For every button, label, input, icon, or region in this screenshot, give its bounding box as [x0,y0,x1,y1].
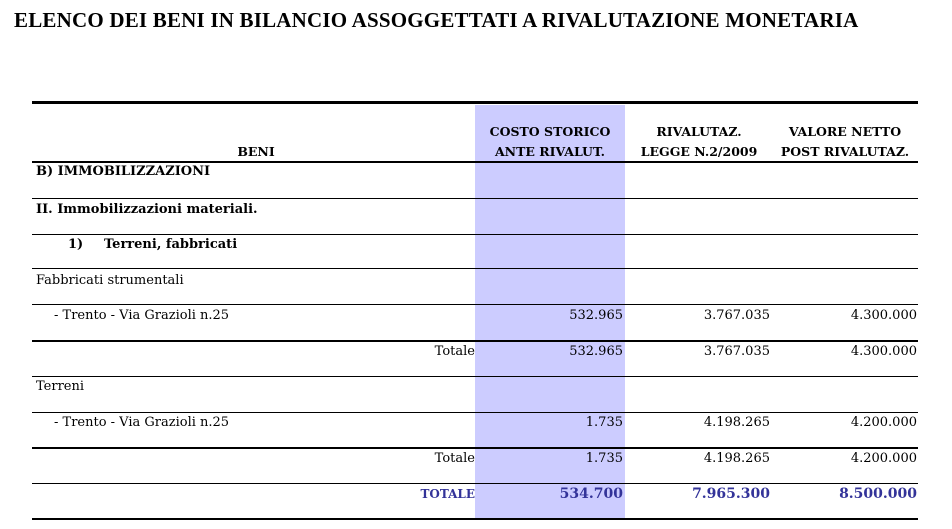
row-rule [32,304,918,305]
cell-rivalutazione: 7.965.300 [692,486,770,502]
table-bottom-rule [32,518,918,520]
page-title: ELENCO DEI BENI IN BILANCIO ASSOGGETTATI A RIVALUTAZIONE MONETARIA [14,8,859,32]
cell-netto: 4.200.000 [850,415,917,430]
row-label: II. Immobilizzazioni materiali. [36,202,258,217]
row-rule [32,412,918,413]
cell-costo: 1.735 [585,451,623,466]
row-label: Fabbricati strumentali [36,273,184,288]
row-label: - Trento - Via Grazioli n.25 [54,308,230,323]
row-label: TOTALE [420,487,475,501]
cell-rivalutazione: 3.767.035 [703,308,770,323]
cell-netto: 8.500.000 [839,486,917,502]
row-label: - Trento - Via Grazioli n.25 [54,415,230,430]
cell-netto: 4.300.000 [850,308,917,323]
row-rule [32,198,918,199]
cell-costo: 532.965 [569,344,623,359]
row-rule [32,268,918,269]
header-valore-netto: VALORE NETTO POST RIVALUTAZ. [780,124,910,159]
row-label: Terreni [36,379,85,394]
row-rule [32,376,918,377]
row-rule [32,340,918,342]
header-costo-storico: COSTO STORICO ANTE RIVALUT. [489,124,611,159]
table-top-rule [32,101,918,104]
cell-costo: 1.735 [585,415,623,430]
cell-netto: 4.300.000 [850,344,917,359]
row-label: Totale [434,344,475,359]
row-rule [32,234,918,235]
header-rivalutazione: RIVALUTAZ. LEGGE N.2/2009 [640,124,758,159]
row-label: Totale [434,451,475,466]
row-number: 1) [68,237,84,252]
cell-rivalutazione: 3.767.035 [703,344,770,359]
cell-rivalutazione: 4.198.265 [703,451,770,466]
row-label: Terreni, fabbricati [104,237,238,252]
cell-costo: 532.965 [569,308,623,323]
row-rule [32,447,918,449]
header-beni: BENI [237,144,275,159]
row-label: B) IMMOBILIZZAZIONI [36,164,211,179]
cell-costo: 534.700 [559,486,623,502]
row-rule [32,483,918,484]
cell-rivalutazione: 4.198.265 [703,415,770,430]
cell-netto: 4.200.000 [850,451,917,466]
